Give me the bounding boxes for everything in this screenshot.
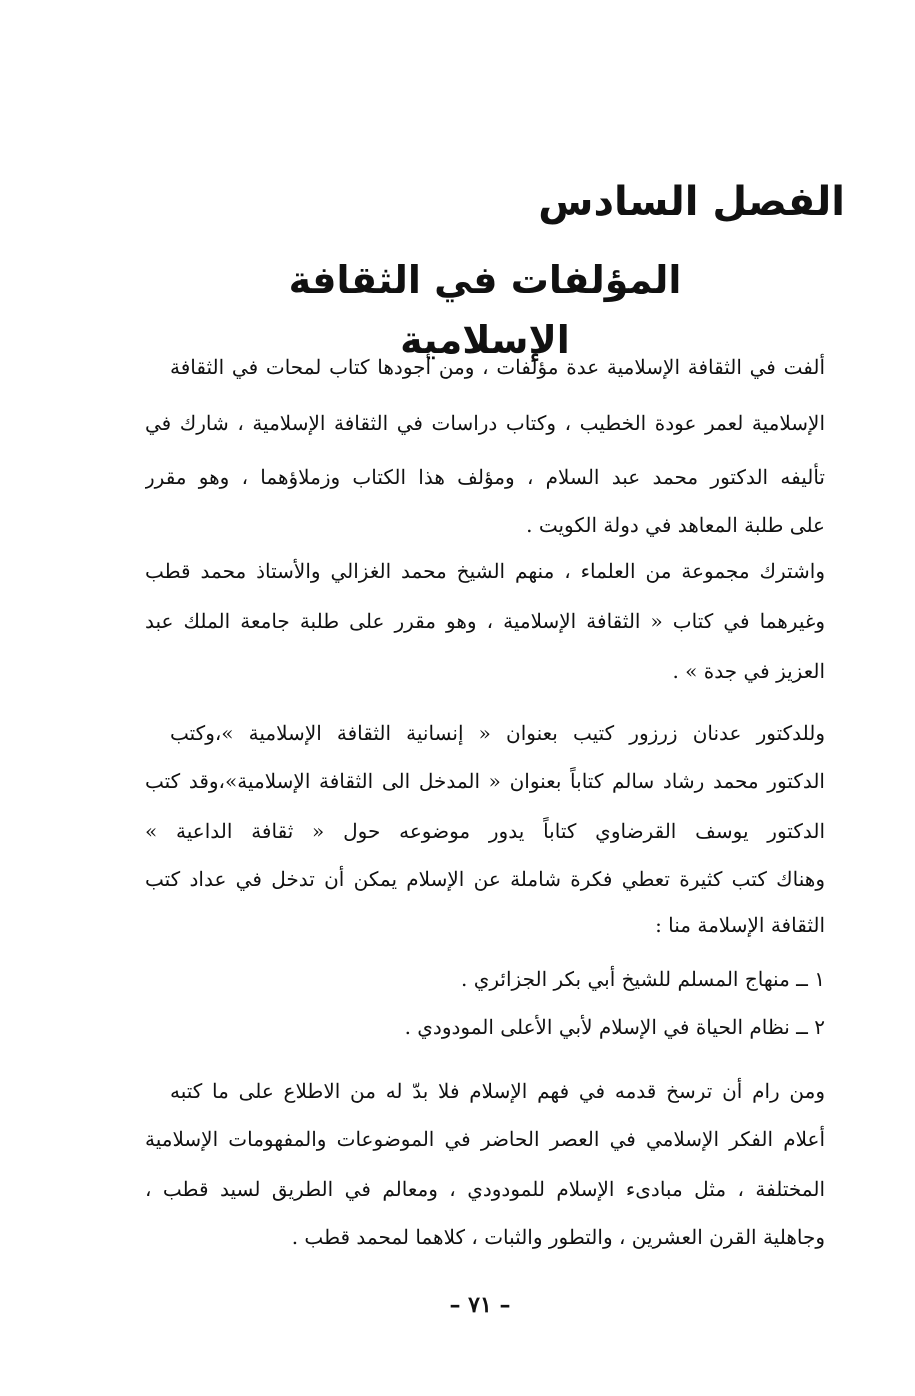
- list-item-2: ٢ ــ نظام الحياة في الإسلام لأبي الأعلى المودودي .: [404, 1015, 825, 1039]
- paragraph-3-line-1: وللدكتور عدنان زرزور كتيب بعنوان « إنسانية الثقافة الإسلامية »،وكتب: [170, 721, 825, 745]
- paragraph-2-line-3: العزيز في جدة » .: [672, 659, 825, 683]
- paragraph-3-line-2: الدكتور محمد رشاد سالم كتاباً بعنوان « المدخل الى الثقافة الإسلامية»،وقد كتب: [145, 769, 825, 793]
- paragraph-1-line-2: الإسلامية لعمر عودة الخطيب ، وكتاب دراسات في الثقافة الإسلامية ، شارك في: [145, 411, 825, 435]
- paragraph-2-line-1: واشترك مجموعة من العلماء ، منهم الشيخ محمد الغزالي والأستاذ محمد قطب: [145, 559, 825, 583]
- page-number: – ٧١ –: [449, 1292, 511, 1318]
- paragraph-4-line-4: وجاهلية القرن العشرين ، والتطور والثبات ، كلاهما لمحمد قطب .: [291, 1225, 825, 1249]
- chapter-subtitle: المؤلفات في الثقافة الإسلامية: [288, 258, 682, 362]
- paragraph-2-line-2: وغيرهما في كتاب « الثقافة الإسلامية ، وهو مقرر على طلبة جامعة الملك عبد: [145, 609, 825, 633]
- chapter-title: الفصل السادس: [538, 179, 845, 225]
- paragraph-1-line-4: على طلبة المعاهد في دولة الكويت .: [526, 513, 825, 537]
- list-item-1: ١ ــ منهاج المسلم للشيخ أبي بكر الجزائري .: [461, 967, 825, 991]
- paragraph-1-line-3: تأليفه الدكتور محمد عبد السلام ، ومؤلف هذا الكتاب وزملاؤهما ، وهو مقرر: [145, 465, 825, 489]
- paragraph-4-line-1: ومن رام أن ترسخ قدمه في فهم الإسلام فلا بدّ له من الاطلاع على ما كتبه: [170, 1079, 825, 1103]
- paragraph-3-line-4: وهناك كتب كثيرة تعطي فكرة شاملة عن الإسلام يمكن أن تدخل في عداد كتب: [145, 867, 825, 891]
- paragraph-3-line-3: الدكتور يوسف القرضاوي كتاباً يدور موضوعه حول « ثقافة الداعية »: [145, 819, 825, 843]
- paragraph-4-line-2: أعلام الفكر الإسلامي في العصر الحاضر في الموضوعات والمفهومات الإسلامية: [145, 1127, 825, 1151]
- paragraph-1-line-1: ألفت في الثقافة الإسلامية عدة مؤلفات ، ومن أجودها كتاب لمحات في الثقافة: [170, 355, 825, 379]
- paragraph-4-line-3: المختلفة ، مثل مبادىء الإسلام للمودودي ، ومعالم في الطريق لسيد قطب ،: [145, 1177, 825, 1201]
- paragraph-3-line-5: الثقافة الإسلامة منا :: [655, 913, 825, 937]
